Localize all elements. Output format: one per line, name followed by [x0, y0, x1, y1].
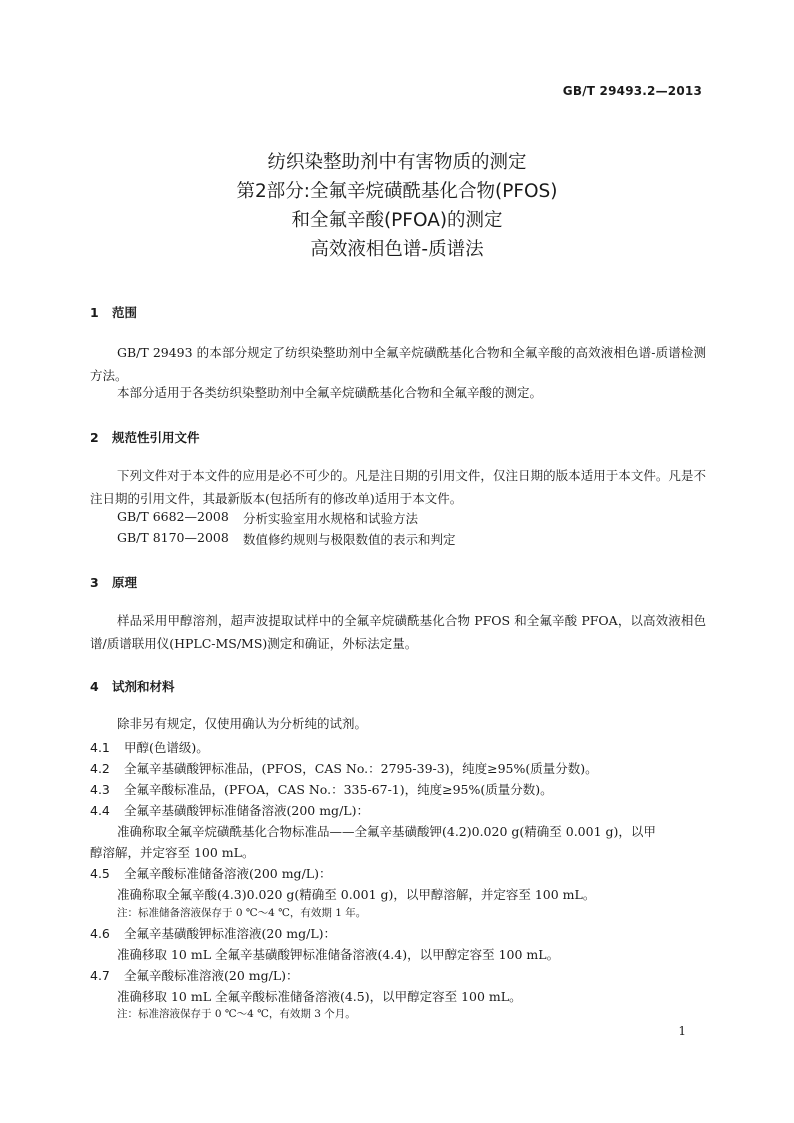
section-title: 范围 [112, 305, 138, 320]
item-4-7-body: 准确移取 10 mL 全氟辛酸标准储备溶液(4.5)，以甲醇定容至 100 mL。 [117, 989, 522, 1004]
section-3-heading [90, 573, 137, 591]
item-number: 4.6 [90, 926, 110, 941]
section-3-paragraph-1: 样品采用甲醇溶剂，超声波提取试样中的全氟辛烷磺酰基化合物 PFOS 和全氟辛酸 PFOA，以高效液相色谱/质谱联用仪(HPLC-MS/MS)测定和确证，外标法定量。 [90, 613, 706, 651]
document-title [0, 148, 794, 264]
item-number: 4.5 [90, 866, 110, 881]
item-number: 4.1 [90, 740, 110, 755]
section-1-paragraph-1: GB/T 29493 的本部分规定了纺织染整助剂中全氟辛烷磺酰基化合物和全氟辛酸的高效液相色谱-质谱检测方法。 [90, 345, 706, 383]
title-line-2: 第2部分:全氟辛烷磺酰基化合物(PFOS) [236, 181, 558, 202]
item-4-6 [90, 924, 336, 942]
item-4-6-body: 准确移取 10 mL 全氟辛基磺酸钾标准储备溶液(4.4)，以甲醇定容至 100 mL。 [117, 947, 560, 962]
section-number: 3 [90, 575, 99, 590]
item-text: 全氟辛基磺酸钾标准溶液(20 mg/L)： [124, 926, 337, 941]
section-title: 原理 [112, 575, 138, 590]
reference-1-title: 分析实验室用水规格和试验方法 [243, 511, 419, 526]
item-text: 全氟辛基磺酸钾标准品，(PFOS，CAS No.：2795-39-3)，纯度≥95%(质量分数)。 [124, 761, 598, 776]
reference-1-code: GB/T 6682—2008 [117, 509, 229, 524]
title-line-3: 和全氟辛酸(PFOA)的测定 [291, 210, 503, 231]
item-4-5-note: 注：标准储备溶液保存于 0 ℃～4 ℃，有效期 1 年。 [117, 907, 367, 919]
item-number: 4.3 [90, 782, 110, 797]
section-number: 4 [90, 679, 99, 694]
reference-2-code: GB/T 8170—2008 [117, 530, 229, 545]
section-number: 2 [90, 430, 99, 445]
section-2-paragraph-1: 下列文件对于本文件的应用是必不可少的。凡是注日期的引用文件，仅注日期的版本适用于本文件。凡是不注日期的引用文件，其最新版本(包括所有的修改单)适用于本文件。 [90, 468, 706, 506]
item-4-5-body: 准确称取全氟辛酸(4.3)0.020 g(精确至 0.001 g)，以甲醇溶解，并定容至 100 mL。 [117, 887, 596, 902]
item-text: 甲醇(色谱级)。 [124, 740, 209, 755]
item-text: 全氟辛酸标准溶液(20 mg/L)： [124, 968, 299, 983]
title-line-1: 纺织染整助剂中有害物质的测定 [267, 152, 527, 173]
section-2-heading [90, 428, 200, 446]
section-number: 1 [90, 305, 99, 320]
item-text: 全氟辛酸标准品，(PFOA，CAS No.：335-67-1)，纯度≥95%(质量分数)。 [124, 782, 553, 797]
item-number: 4.4 [90, 803, 110, 818]
section-4-intro: 除非另有规定，仅使用确认为分析纯的试剂。 [117, 716, 368, 731]
item-text: 全氟辛酸标准储备溶液(200 mg/L)： [124, 866, 332, 881]
item-4-4-body-line-2: 醇溶解，并定容至 100 mL。 [90, 845, 255, 860]
item-4-3 [90, 780, 553, 798]
section-1-heading [90, 303, 137, 321]
section-1-paragraph-2: 本部分适用于各类纺织染整助剂中全氟辛烷磺酰基化合物和全氟辛酸的测定。 [117, 385, 543, 400]
item-4-7 [90, 966, 299, 984]
item-4-7-note: 注：标准溶液保存于 0 ℃～4 ℃，有效期 3 个月。 [117, 1008, 356, 1020]
item-number: 4.7 [90, 968, 110, 983]
item-4-2 [90, 759, 598, 777]
section-title: 试剂和材料 [112, 679, 175, 694]
item-4-4 [90, 801, 369, 819]
section-4-heading [90, 677, 175, 695]
item-text: 全氟辛基磺酸钾标准储备溶液(200 mg/L)： [124, 803, 369, 818]
section-title: 规范性引用文件 [112, 430, 200, 445]
title-line-4: 高效液相色谱-质谱法 [310, 239, 484, 260]
item-4-5 [90, 864, 331, 882]
reference-2-title: 数值修约规则与极限数值的表示和判定 [243, 532, 456, 547]
standard-code: GB/T 29493.2—2013 [562, 84, 702, 98]
item-number: 4.2 [90, 761, 110, 776]
page-number: 1 [678, 1024, 686, 1038]
item-4-1 [90, 738, 209, 756]
item-4-4-body-line-1: 准确称取全氟辛烷磺酰基化合物标准品——全氟辛基磺酸钾(4.2)0.020 g(精确至 0.001 g)，以甲 [117, 824, 656, 839]
